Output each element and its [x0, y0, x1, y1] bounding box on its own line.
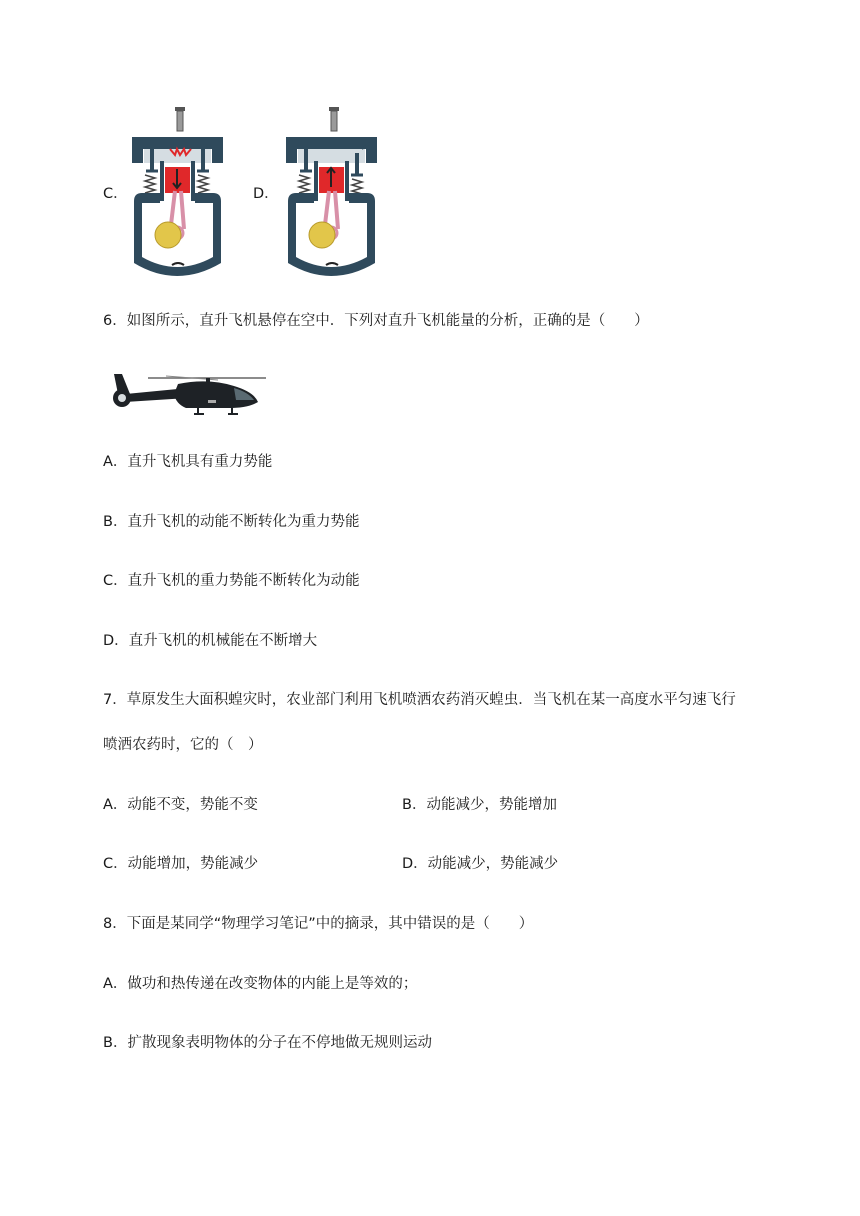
question-6-option-c: C．直升飞机的重力势能不断转化为动能 — [103, 573, 360, 589]
question-7-stem-line1: 7．草原发生大面积蝗灾时，农业部门利用飞机喷洒农药消灭蝗虫．当飞机在某一高度水平匀速飞行 — [103, 692, 736, 708]
question-7-option-b: B．动能减少，势能增加 — [402, 797, 557, 813]
question-6-option-b: B．直升飞机的动能不断转化为重力势能 — [103, 514, 360, 530]
question-6-option-d: D．直升飞机的机械能在不断增大 — [103, 633, 318, 649]
question-8-stem: 8．下面是某同学“物理学习笔记”中的摘录，其中错误的是（ ） — [103, 916, 534, 932]
engine-diagram-c — [120, 105, 235, 277]
helicopter-image — [108, 364, 268, 420]
option-c-label: C． — [103, 186, 128, 202]
question-7-option-c: C．动能增加，势能减少 — [103, 856, 259, 872]
question-7-stem-line2: 喷洒农药时，它的（ ） — [103, 737, 263, 753]
question-6-option-a: A．直升飞机具有重力势能 — [103, 454, 273, 470]
question-7-option-d: D．动能减少，势能减少 — [402, 856, 559, 872]
engine-diagram-d — [274, 105, 389, 277]
question-7-option-a: A．动能不变，势能不变 — [103, 797, 258, 813]
question-8-option-b: B．扩散现象表明物体的分子在不停地做无规则运动 — [103, 1035, 432, 1051]
option-d-label: D． — [253, 186, 279, 202]
question-6-stem: 6．如图所示，直升飞机悬停在空中．下列对直升飞机能量的分析，正确的是（ ） — [103, 313, 649, 329]
question-8-option-a: A．做功和热传递在改变物体的内能上是等效的； — [103, 976, 418, 992]
